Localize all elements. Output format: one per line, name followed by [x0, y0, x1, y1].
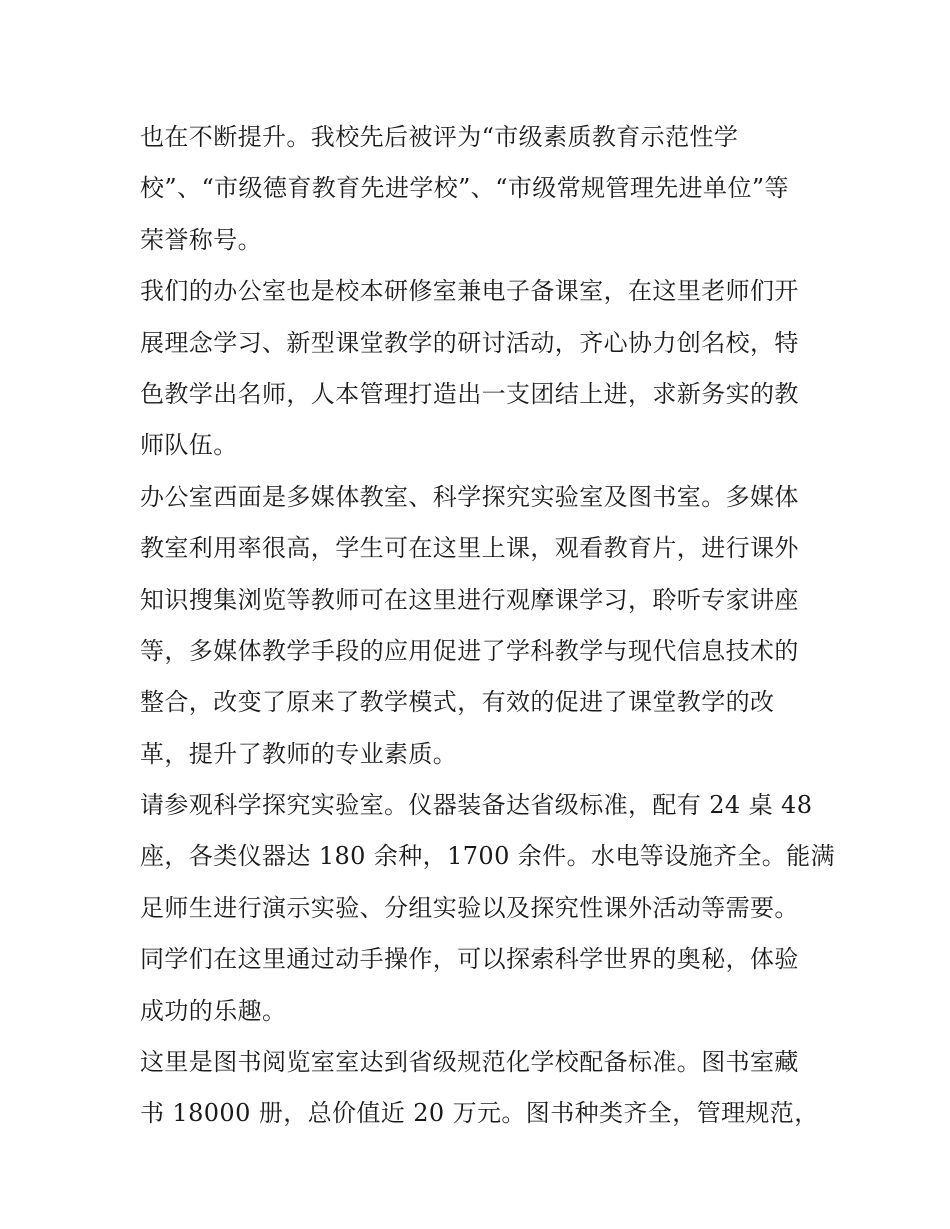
- text-line: 师队伍。: [140, 431, 238, 460]
- text-line: 革，提升了教师的专业素质。: [140, 739, 458, 768]
- text-line: 也在不断提升。我校先后被评为“市级素质教育示范性学: [140, 123, 739, 151]
- text-line: 同学们在这里通过动手操作，可以探索科学世界的奥秘，体验: [140, 945, 799, 974]
- text-line: 校”、“市级德育教育先进学校”、“市级常规管理先进单位”等: [140, 174, 789, 203]
- text-line: 整合，改变了原来了教学模式，有效的促进了课堂教学的改: [140, 688, 775, 717]
- text-line: 办公室西面是多媒体教室、科学探究实验室及图书室。多媒体: [140, 482, 799, 511]
- text-line: 知识搜集浏览等教师可在这里进行观摩课学习，聆听专家讲座: [140, 585, 799, 614]
- text-line: 足师生进行演示实验、分组实验以及探究性课外活动等需要。: [140, 893, 799, 922]
- text-line: 请参观科学探究实验室。仪器装备达省级标准，配有 24 桌 48: [140, 791, 813, 820]
- text-line: 荣誉称号。: [140, 225, 262, 254]
- text-line: 教室利用率很高，学生可在这里上课，观看教育片，进行课外: [140, 534, 799, 563]
- text-line: 书 18000 册，总价值近 20 万元。图书种类齐全，管理规范，: [140, 1099, 819, 1128]
- text-line: 座，各类仪器达 180 余种，1700 余件。水电等设施齐全。能满: [140, 842, 835, 871]
- document-body: [140, 112, 835, 1140]
- text-line: 色教学出名师，人本管理打造出一支团结上进，求新务实的教: [140, 379, 799, 408]
- text-line: 等，多媒体教学手段的应用促进了学科教学与现代信息技术的: [140, 636, 799, 665]
- text-line: 成功的乐趣。: [140, 996, 287, 1025]
- text-line: 展理念学习、新型课堂教学的研讨活动，齐心协力创名校，特: [140, 328, 799, 357]
- text-line: 这里是图书阅览室室达到省级规范化学校配备标准。图书室藏: [140, 1048, 799, 1077]
- text-line: 我们的办公室也是校本研修室兼电子备课室，在这里老师们开: [140, 277, 799, 306]
